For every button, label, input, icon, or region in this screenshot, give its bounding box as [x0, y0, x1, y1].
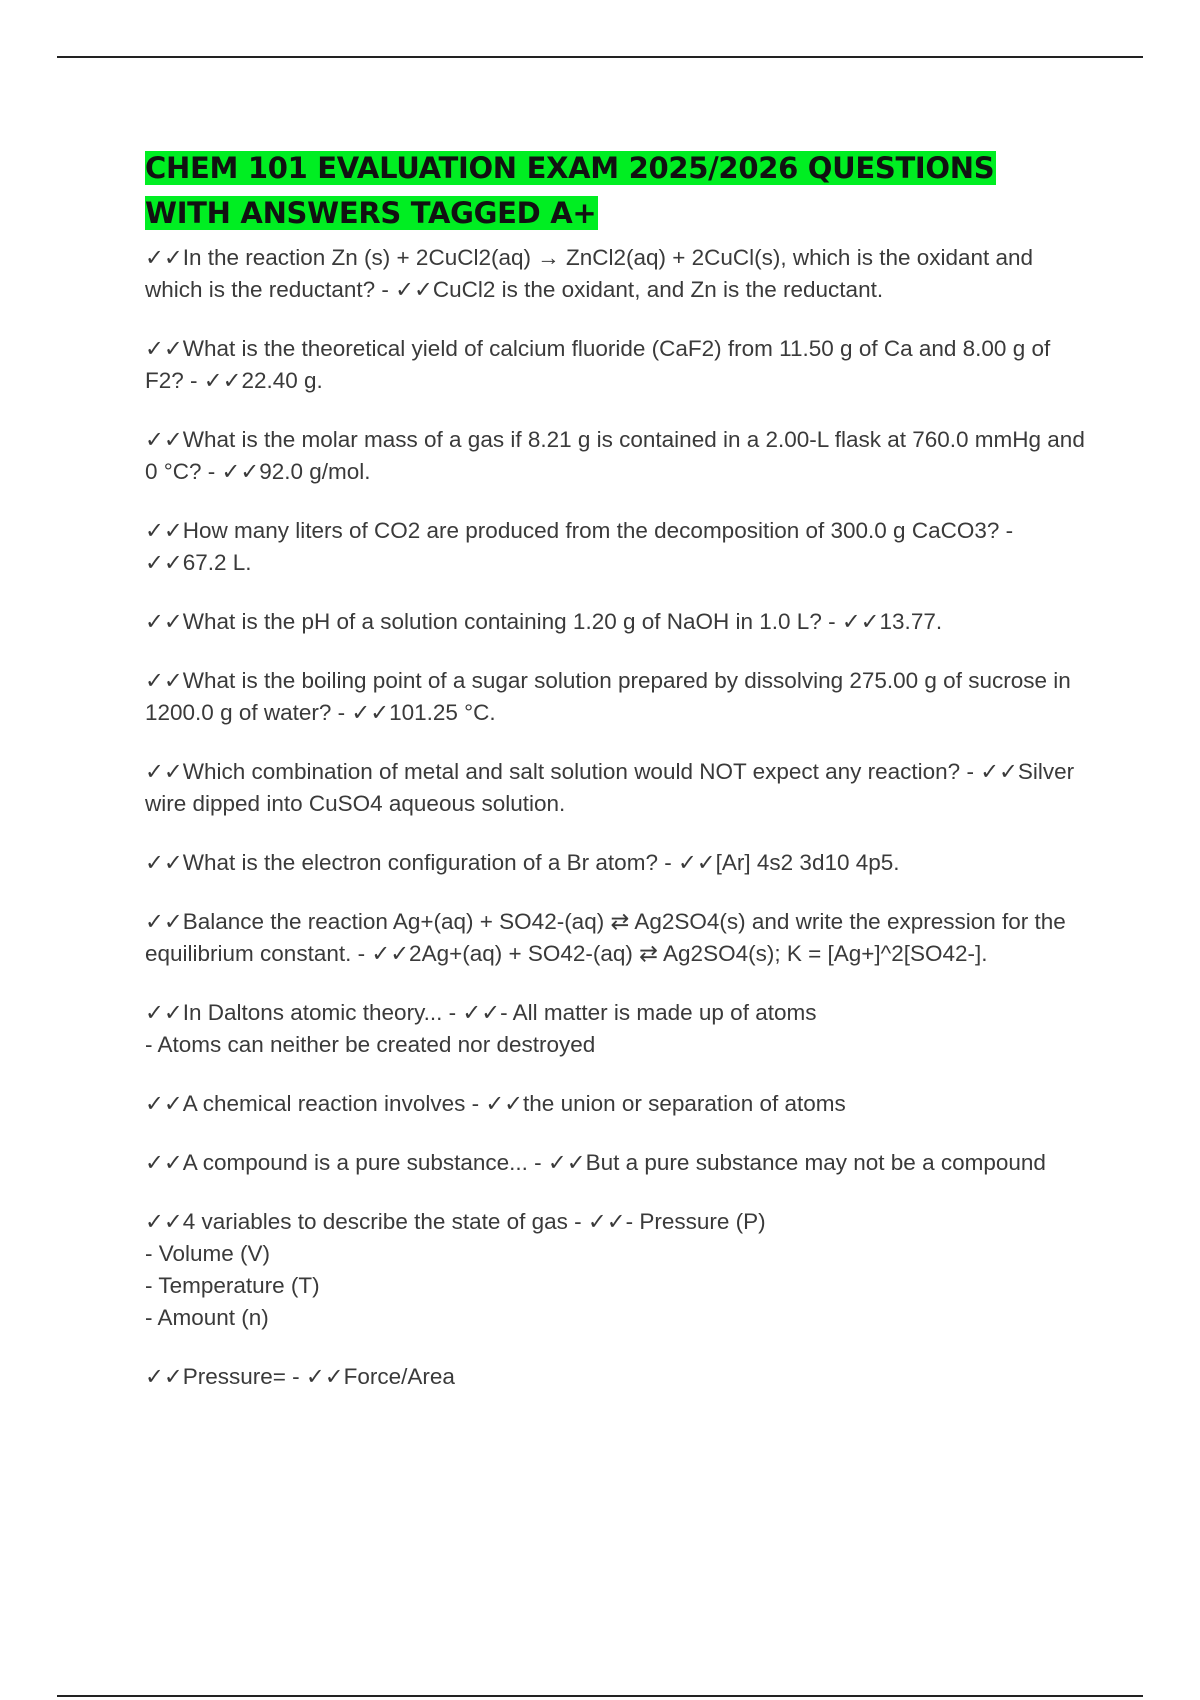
qa-line: - Volume (V): [145, 1241, 271, 1266]
qa-item: [145, 1206, 1085, 1334]
qa-line: ✓✓A chemical reaction involves - ✓✓the union or separation of atoms: [145, 1091, 846, 1116]
qa-line: ✓✓In Daltons atomic theory... - ✓✓- All matter is made up of atoms: [145, 1000, 817, 1025]
qa-line: - Amount (n): [145, 1305, 269, 1330]
qa-item: [145, 424, 1092, 488]
qa-line: ✓✓How many liters of CO2 are produced from the decomposition of 300.0 g CaCO3? - ✓✓67.2 L.: [145, 518, 1020, 575]
qa-item: [145, 1361, 1085, 1393]
qa-item: [145, 515, 1085, 579]
document-title: [145, 146, 1085, 236]
qa-line: ✓✓What is the electron configuration of a Br atom? - ✓✓[Ar] 4s2 3d10 4p5.: [145, 850, 900, 875]
qa-item: [145, 333, 1085, 397]
top-rule: [57, 56, 1143, 58]
qa-line: ✓✓What is the pH of a solution containing 1.20 g of NaOH in 1.0 L? - ✓✓13.77.: [145, 609, 943, 634]
qa-item: [145, 756, 1085, 820]
qa-line: ✓✓Pressure= - ✓✓Force/Area: [145, 1364, 455, 1389]
qa-item: [145, 847, 1085, 879]
qa-line: - Temperature (T): [145, 1273, 320, 1298]
qa-item: [145, 665, 1085, 729]
qa-line: ✓✓Which combination of metal and salt solution would NOT expect any reaction? - ✓✓Silver wire dipped into CuSO4 aqueous solution.: [145, 759, 1081, 816]
qa-line: ✓✓In the reaction Zn (s) + 2CuCl2(aq) → ZnCl2(aq) + 2CuCl(s), which is the oxidant and which is the reductant? - ✓✓CuCl2 is the oxidant, and Zn is the reductant.: [145, 245, 1040, 302]
qa-item: [145, 906, 1085, 970]
document-body: [145, 146, 1092, 1420]
qa-line: - Atoms can neither be created nor destroyed: [145, 1032, 596, 1057]
bottom-rule: [57, 1695, 1143, 1697]
qa-item: [145, 606, 1085, 638]
qa-item: [145, 997, 1085, 1061]
qa-line: ✓✓A compound is a pure substance... - ✓✓But a pure substance may not be a compound: [145, 1150, 1046, 1175]
qa-line: ✓✓4 variables to describe the state of gas - ✓✓- Pressure (P): [145, 1209, 766, 1234]
qa-line: ✓✓What is the molar mass of a gas if 8.21 g is contained in a 2.00-L flask at 760.0 mmHg and 0 °C? - ✓✓92.0 g/mol.: [145, 427, 1092, 484]
qa-line: ✓✓Balance the reaction Ag+(aq) + SO42-(aq) ⇄ Ag2SO4(s) and write the expression for the equilibrium constant. - ✓✓2Ag+(aq) + SO42-(aq) ⇄ Ag2SO4(s); K = [Ag+]^2[SO42-].: [145, 909, 1073, 966]
qa-line: ✓✓What is the theoretical yield of calcium fluoride (CaF2) from 11.50 g of Ca and 8.00 g of F2? - ✓✓22.40 g.: [145, 336, 1057, 393]
qa-item: [145, 1147, 1085, 1179]
qa-item: [145, 1088, 1085, 1120]
qa-line: ✓✓What is the boiling point of a sugar solution prepared by dissolving 275.00 g of sucrose in 1200.0 g of water? - ✓✓101.25 °C.: [145, 668, 1078, 725]
qa-item: [145, 242, 1085, 306]
title-highlight: CHEM 101 EVALUATION EXAM 2025/2026 QUESTIONS WITH ANSWERS TAGGED A+: [145, 151, 995, 230]
